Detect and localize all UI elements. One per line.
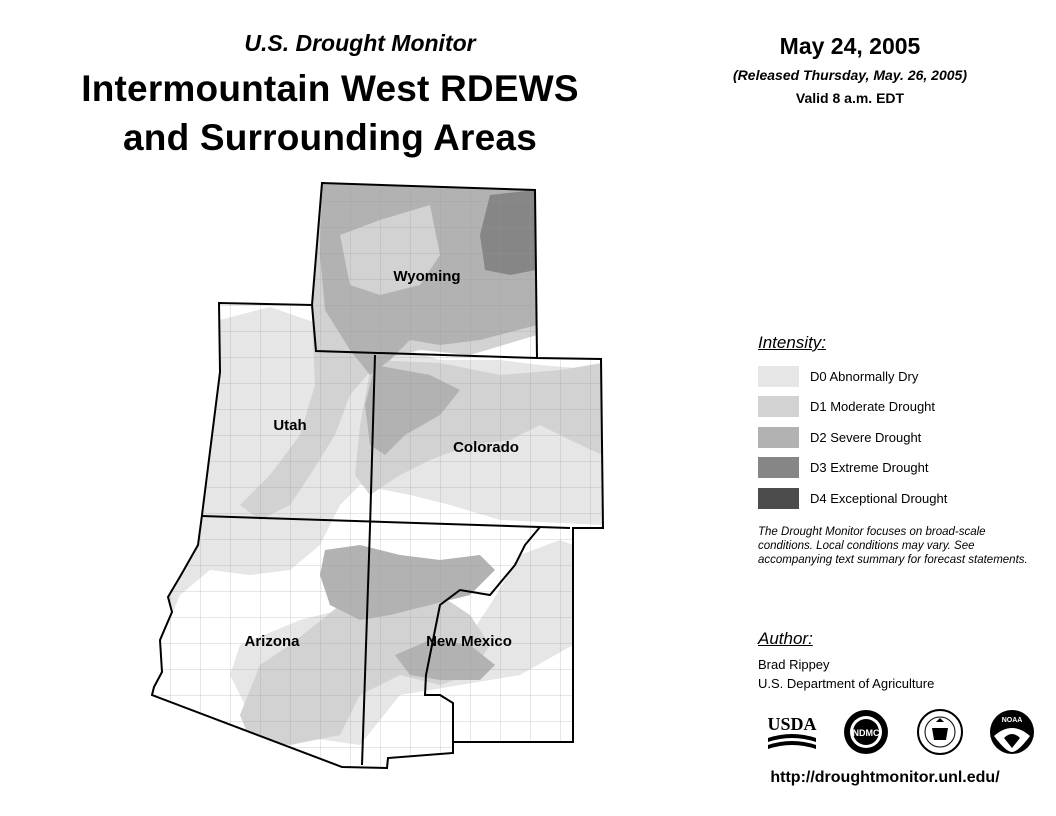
state-label-wyoming: Wyoming: [393, 268, 461, 285]
svg-text:NDMC: NDMC: [852, 728, 880, 738]
usda-logo: [764, 708, 820, 752]
author-name: Brad Rippey: [758, 657, 830, 672]
legend-label-d1: D1 Moderate Drought: [810, 399, 936, 414]
legend-heading: Intensity:: [758, 333, 827, 352]
legend-swatch-d4: [758, 488, 799, 509]
author-heading: Author:: [758, 629, 813, 648]
noaa-logo: [988, 708, 1036, 756]
svg-text:USDA: USDA: [767, 714, 817, 734]
release-date: (Released Thursday, May. 26, 2005): [733, 67, 967, 83]
svg-text:NOAA: NOAA: [1001, 717, 1023, 724]
map-title-line2: and Surrounding Areas: [123, 117, 537, 158]
drought-shading: [140, 175, 620, 775]
state-label-arizona: Arizona: [244, 633, 300, 650]
agency-logos: [764, 708, 1044, 758]
legend-label-d4: D4 Exceptional Drought: [810, 491, 948, 506]
legend-label-d3: D3 Extreme Drought: [810, 460, 929, 475]
disclaimer-note: The Drought Monitor focuses on broad-scale conditions. Local conditions may vary. See accompanying text summary for forecast statements.: [758, 526, 1028, 566]
valid-time: Valid 8 a.m. EDT: [795, 90, 905, 106]
state-label-utah: Utah: [273, 417, 307, 434]
author-organization: U.S. Department of Agriculture: [758, 676, 935, 691]
valid-date: May 24, 2005: [779, 33, 921, 59]
legend-swatch-d0: [758, 366, 799, 387]
legend-swatch-d1: [758, 396, 799, 417]
ndmc-logo: [842, 708, 890, 756]
county-boundaries: [140, 175, 620, 775]
legend-swatch-d3: [758, 457, 799, 478]
legend-label-d2: D2 Severe Drought: [810, 430, 922, 445]
state-label-colorado: Colorado: [453, 439, 519, 456]
drought-map: [140, 175, 620, 775]
legend-label-d0: D0 Abnormally Dry: [810, 369, 919, 384]
legend-swatch-d2: [758, 427, 799, 448]
source-url-link[interactable]: http://droughtmonitor.unl.edu/: [770, 769, 1000, 786]
map-title-line1: Intermountain West RDEWS: [81, 68, 579, 109]
commerce-seal-logo: [916, 708, 964, 756]
map-subtitle: U.S. Drought Monitor: [244, 30, 476, 56]
state-label-newmexico: New Mexico: [426, 633, 512, 650]
